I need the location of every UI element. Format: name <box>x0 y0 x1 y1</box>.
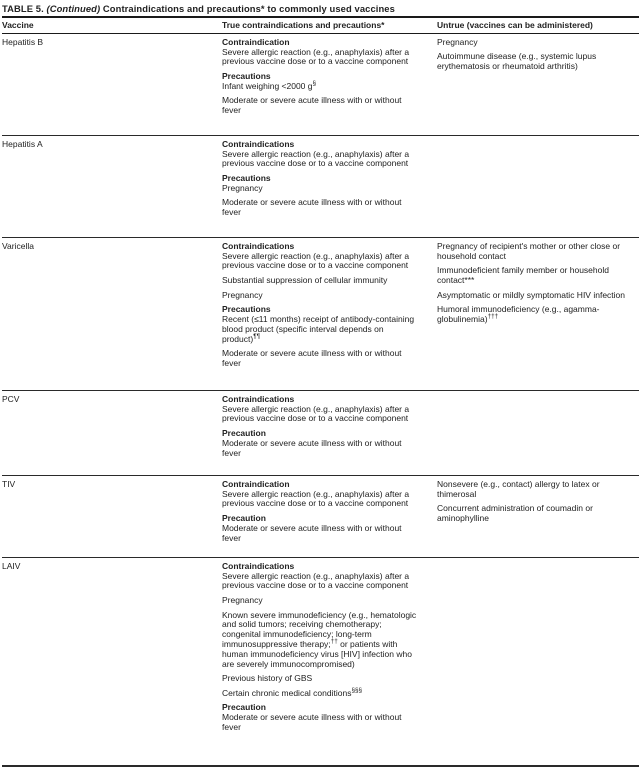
item-heading: Contraindication <box>222 36 290 47</box>
cell-paragraph: Precaution Moderate or severe acute illness with or without fever <box>222 512 402 543</box>
untrue-cell <box>437 480 638 557</box>
cell-paragraph: Certain chronic medical conditions§§§ <box>222 686 363 698</box>
untrue-cell <box>437 562 638 765</box>
footnote-marker: §§§ <box>351 686 363 694</box>
cell-paragraph: Pregnancy <box>222 289 263 300</box>
table-title-rest: Contraindications and precautions* to commonly used vaccines <box>102 3 395 14</box>
table-row <box>2 136 639 238</box>
item-heading: Precautions <box>222 172 271 183</box>
column-header-untrue: Untrue (vaccines can be administered) <box>437 20 593 30</box>
vaccine-name: Hepatitis A <box>2 138 43 149</box>
untrue-cell <box>437 140 638 237</box>
true-contraindications-cell <box>222 38 420 135</box>
item-heading: Precautions <box>222 70 271 81</box>
item-heading: Contraindications <box>222 560 295 571</box>
cell-paragraph: Contraindication Severe allergic reaction (e.g., anaphylaxis) after a previous vaccine dose or to a vaccine component <box>222 478 410 509</box>
cell-paragraph: Pregnancy <box>437 36 478 47</box>
footnote-marker: ††† <box>487 313 499 321</box>
column-header-vaccine: Vaccine <box>2 20 34 30</box>
table-row <box>2 34 639 136</box>
cell-paragraph: Contraindications Severe allergic reaction (e.g., anaphylaxis) after a previous vaccine dose or to a vaccine component <box>222 560 410 591</box>
cell-paragraph: Precautions Recent (≤11 months) receipt of antibody-containing blood product (specific interval depends on product)¶¶ <box>222 304 415 344</box>
true-contraindications-cell <box>222 562 420 765</box>
cell-paragraph: Known severe immunodeficiency (e.g., hematologic and solid tumors; receiving chemotherapy; congenital immunodeficiency; long-term immunosuppressive therapy;†† or patients with human immunodeficiency virus [HIV] infection who are severely immunocompromised) <box>222 609 417 669</box>
item-heading: Precautions <box>222 304 271 315</box>
true-contraindications-cell <box>222 242 420 390</box>
cell-paragraph: Precautions Pregnancy <box>222 172 271 193</box>
table-header-row <box>2 18 639 34</box>
cell-paragraph: Pregnancy of recipient's mother or other close or household contact <box>437 240 621 261</box>
table-row <box>2 558 639 767</box>
cell-paragraph: Nonsevere (e.g., contact) allergy to latex or thimerosal <box>437 478 600 499</box>
item-heading: Precaution <box>222 427 266 438</box>
vaccine-name: LAIV <box>2 560 21 571</box>
cell-paragraph: Immunodeficient family member or household contact*** <box>437 265 609 285</box>
table-body <box>2 34 639 767</box>
cell-paragraph: Precautions Infant weighing <2000 g§ <box>222 70 317 91</box>
untrue-cell <box>437 242 638 390</box>
untrue-cell <box>437 395 638 475</box>
true-contraindications-cell <box>222 395 420 475</box>
footnote-marker: § <box>312 79 317 87</box>
cell-paragraph: Moderate or severe acute illness with or without fever <box>222 348 402 368</box>
untrue-cell <box>437 38 638 135</box>
true-contraindications-cell <box>222 140 420 237</box>
vaccine-name: Varicella <box>2 240 34 251</box>
vaccine-name: TIV <box>2 478 16 489</box>
item-heading: Contraindications <box>222 138 295 149</box>
item-heading: Contraindication <box>222 478 290 489</box>
item-heading: Contraindications <box>222 393 295 404</box>
cell-paragraph: Pregnancy <box>222 594 263 605</box>
cell-paragraph: Contraindications Severe allergic reaction (e.g., anaphylaxis) after a previous vaccine dose or to a vaccine component <box>222 240 410 271</box>
item-heading: Precaution <box>222 702 266 713</box>
true-contraindications-cell <box>222 480 420 557</box>
item-heading: Contraindications <box>222 240 295 251</box>
cell-paragraph: Autoimmune disease (e.g., systemic lupus erythematosis or rheumatoid arthritis) <box>437 51 597 72</box>
table-title-continued: (Continued) <box>46 3 101 14</box>
cell-paragraph: Precaution Moderate or severe acute illness with or without fever <box>222 702 402 732</box>
column-header-true: True contraindications and precautions* <box>222 20 385 30</box>
footnote-marker: †† <box>330 638 338 646</box>
item-heading: Precaution <box>222 512 266 523</box>
table-row <box>2 238 639 391</box>
cell-paragraph: Moderate or severe acute illness with or without fever <box>222 197 402 218</box>
cell-paragraph: Substantial suppression of cellular immunity <box>222 274 388 285</box>
cell-paragraph: Contraindications Severe allergic reaction (e.g., anaphylaxis) after a previous vaccine dose or to a vaccine component <box>222 138 410 169</box>
cell-paragraph: Concurrent administration of coumadin or aminophylline <box>437 503 593 523</box>
cell-paragraph: Asymptomatic or mildly symptomatic HIV infection <box>437 289 625 300</box>
footnote-marker: ¶¶ <box>253 332 261 340</box>
cell-paragraph: Humoral immunodeficiency (e.g., agamma-globulinemia)††† <box>437 304 600 324</box>
cell-paragraph: Moderate or severe acute illness with or without fever <box>222 95 402 116</box>
cell-paragraph: Contraindication Severe allergic reaction (e.g., anaphylaxis) after a previous vaccine dose or to a vaccine component <box>222 36 410 67</box>
cell-paragraph: Previous history of GBS <box>222 673 313 684</box>
vaccine-name: Hepatitis B <box>2 36 44 47</box>
table-row <box>2 476 639 558</box>
table-row <box>2 391 639 476</box>
table-title-label: TABLE 5. <box>2 3 44 14</box>
table-title <box>2 3 639 18</box>
vaccine-name: PCV <box>2 393 20 404</box>
cell-paragraph: Precaution Moderate or severe acute illness with or without fever <box>222 427 402 458</box>
cell-paragraph: Contraindications Severe allergic reaction (e.g., anaphylaxis) after a previous vaccine dose or to a vaccine component <box>222 393 410 424</box>
